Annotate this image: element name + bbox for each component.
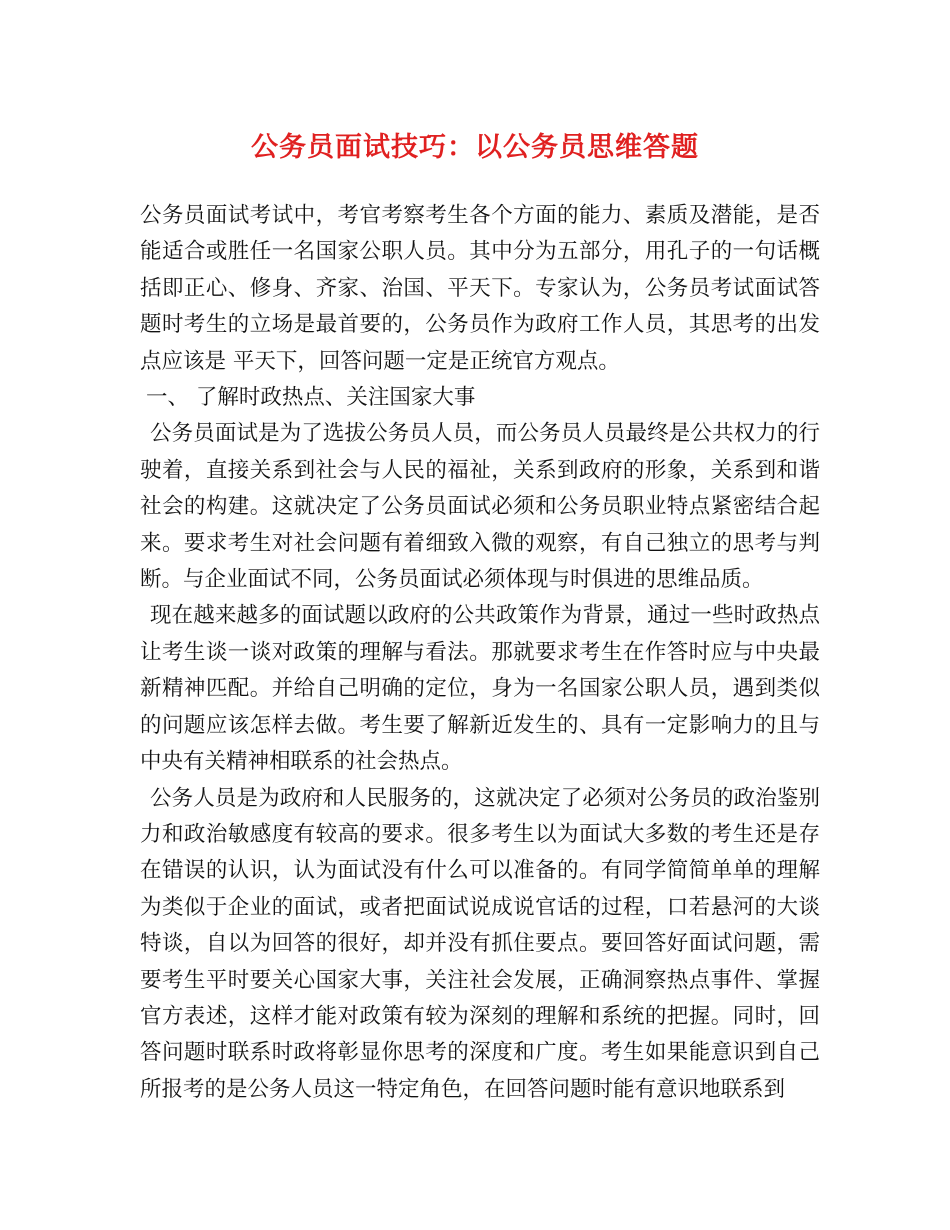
document-body [140, 198, 820, 1108]
paragraph: 公务员面试是为了选拔公务员人员，而公务员人员最终是公共权力的行驶着，直接关系到社会与人民的福祉，关系到政府的形象，关系到和谐社会的构建。这就决定了公务员面试必须和公务员职业特点紧密结合起来。要求考生对社会问题有着细致入微的观察，有自己独立的思考与判断。与企业面试不同，公务员面试必须体现与时俱进的思维品质。 [140, 421, 820, 593]
paragraph-intro: 公务员面试考试中，考官考察考生各个方面的能力、素质及潜能，是否能适合或胜任一名国家公职人员。其中分为五部分，用孔子的一句话概括即正心、修身、齐家、治国、平天下。专家认为，公务员考试面试答题时考生的立场是最首要的，公务员作为政府工作人员，其思考的出发点应该是 平天下，回答问题一定是正统官方观点。 [140, 203, 820, 374]
paragraph: 现在越来越多的面试题以政府的公共政策作为背景，通过一些时政热点让考生谈一谈对政策的理解与看法。那就要求考生在作答时应与中央最新精神匹配。并给自己明确的定位，身为一名国家公职人员，遇到类似的问题应该怎样去做。考生要了解新近发生的、具有一定影响力的且与中央有关精神相联系的社会热点。 [140, 603, 820, 775]
section-heading: 一、 了解时政热点、关注国家大事 [146, 385, 476, 411]
paragraph: 公务人员是为政府和人民服务的，这就决定了必须对公务员的政治鉴别力和政治敏感度有较高的要求。很多考生以为面试大多数的考生还是存在错误的认识，认为面试没有什么可以准备的。有同学简简单单的理解为类似于企业的面试，或者把面试说成说官话的过程，口若悬河的大谈特谈，自以为回答的很好，却并没有抓住要点。要回答好面试问题，需要考生平时要关心国家大事，关注社会发展，正确洞察热点事件、掌握官方表述，这样才能对政策有较为深刻的理解和系统的把握。同时，回答问题时联系时政将彰显你思考的深度和广度。考生如果能意识到自己所报考的是公务人员这一特定角色，在回答问题时能有意识地联系到 [140, 785, 820, 1102]
document-title: 公务员面试技巧：以公务员思维答题 [251, 132, 699, 163]
